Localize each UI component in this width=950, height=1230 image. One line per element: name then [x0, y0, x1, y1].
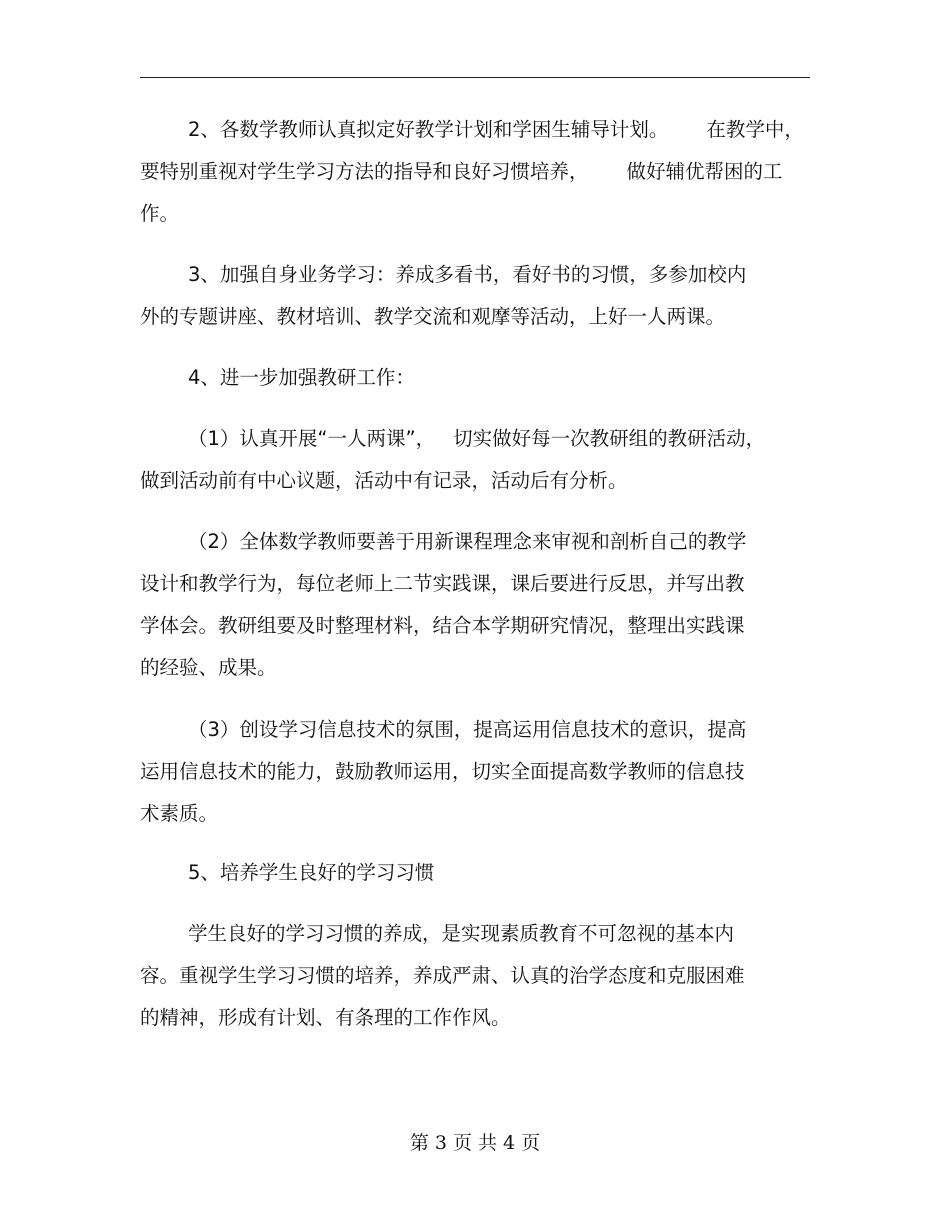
paragraph-line: 做到活动前有中心议题，活动中有记录，活动后有分析。 — [140, 469, 628, 492]
paragraph-subitem-1 — [140, 418, 810, 502]
paragraph-item-5 — [140, 852, 810, 894]
header-rule — [140, 77, 810, 78]
paragraph-text: 要特别重视对学生学习方法的指导和良好习惯培养， — [140, 160, 589, 183]
paragraph-line: 4、进一步加强教研工作： — [188, 366, 415, 389]
paragraph-line: 学体会。教研组要及时整理材料，结合本学期研究情况，整理出实践课 — [140, 614, 745, 637]
paragraph-subitem-2 — [140, 521, 810, 689]
paragraph-line: 运用信息技术的能力，鼓励教师运用，切实全面提高数学教师的信息技 — [140, 760, 745, 783]
paragraph-line: 设计和教学行为，每位老师上二节实践课，课后要进行反思，并写出教 — [140, 572, 745, 595]
paragraph-line: （3）创设学习信息技术的氛围，提高运用信息技术的意识，提高 — [188, 718, 747, 741]
paragraph-line: 5、培养学生良好的学习习惯 — [188, 861, 435, 884]
paragraph-text: 做好辅优帮困的工 — [626, 160, 783, 183]
paragraph-text: 在教学中， — [706, 118, 804, 141]
paragraph-line: 作。 — [140, 202, 180, 225]
paragraph-item-4 — [140, 357, 810, 399]
page-number-footer: 第 3 页 共 4 页 — [409, 1132, 541, 1154]
paragraph-line: 学生良好的学习习惯的养成，是实现素质教育不可忽视的基本内 — [188, 922, 735, 945]
paragraph-subitem-3 — [140, 709, 810, 835]
paragraph-line: 3、加强自身业务学习：养成多看书，看好书的习惯，多参加校内 — [188, 263, 747, 286]
paragraph-line: 的经验、成果。 — [140, 656, 277, 679]
paragraph-line — [140, 418, 810, 460]
paragraph-line: （2）全体数学教师要善于用新课程理念来审视和剖析自己的教学 — [188, 530, 747, 553]
paragraph-line: 外的专题讲座、教材培训、教学交流和观摩等活动，上好一人两课。 — [140, 305, 726, 328]
paragraph-item-3 — [140, 254, 810, 338]
paragraph-line: 的精神，形成有计划、有条理的工作作风。 — [140, 1006, 511, 1029]
paragraph-line — [140, 109, 810, 151]
paragraph-line — [140, 151, 810, 193]
paragraph-text: （1）认真开展“一人两课”， — [188, 427, 436, 450]
paragraph-item-2 — [140, 109, 810, 235]
paragraph-text: 切实做好每一次教研组的教研活动， — [453, 427, 766, 450]
paragraph-body — [140, 913, 810, 1039]
paragraph-line: 容。重视学生学习习惯的培养，养成严肃、认真的治学态度和克服困难 — [140, 964, 745, 987]
paragraph-line: 术素质。 — [140, 802, 219, 825]
paragraph-text: 2、各数学教师认真拟定好教学计划和学困生辅导计划。 — [188, 118, 669, 141]
